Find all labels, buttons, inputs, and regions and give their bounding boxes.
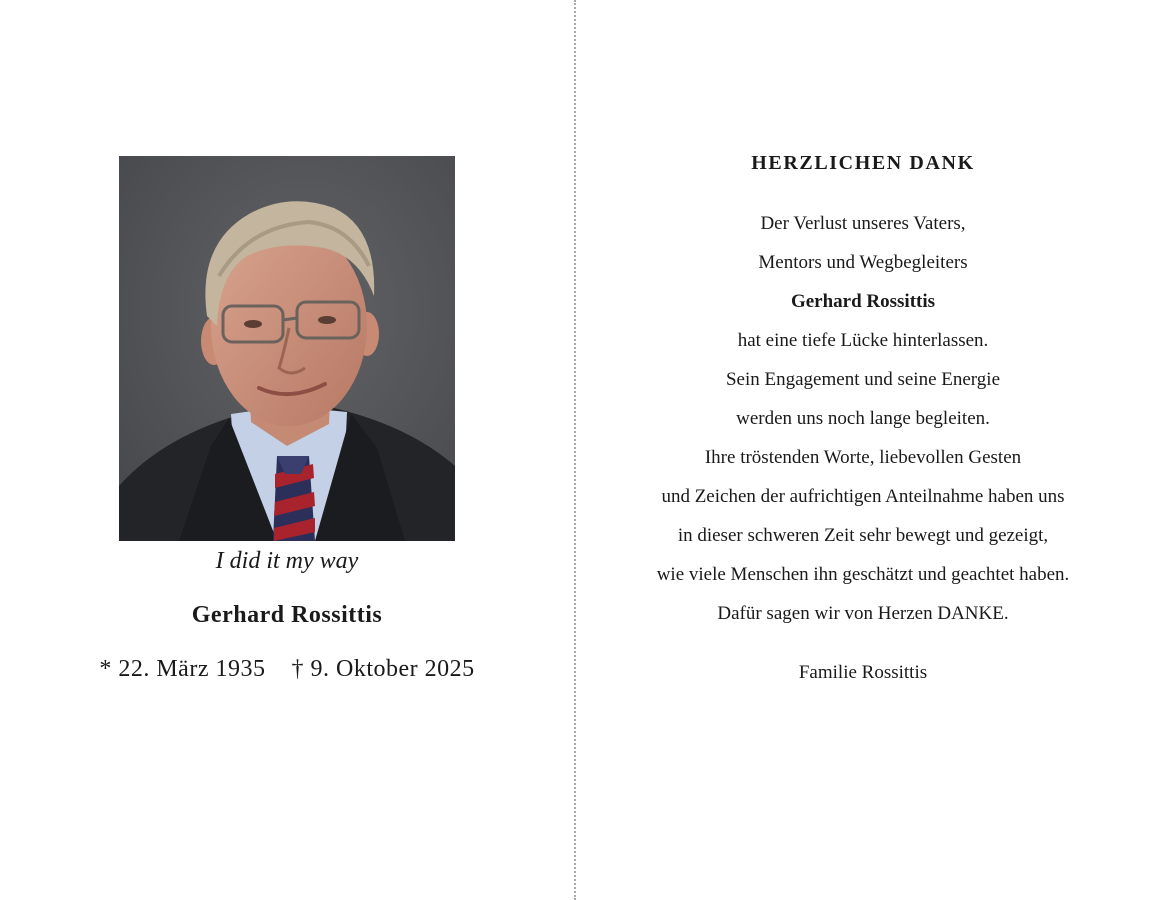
portrait-photo xyxy=(119,156,455,541)
right-panel xyxy=(576,0,1150,900)
message-line: wie viele Menschen ihn geschätzt und geachtet haben. xyxy=(656,564,1070,585)
message-line: Dafür sagen wir von Herzen DANKE. xyxy=(717,603,1009,624)
message-line: in dieser schweren Zeit sehr bewegt und gezeigt, xyxy=(677,525,1049,546)
message-name-line: Gerhard Rossittis xyxy=(790,291,936,312)
life-dates xyxy=(0,656,574,683)
message-line: und Zeichen der aufrichtigen Anteilnahme haben uns xyxy=(661,486,1065,507)
death-date: † 9. Oktober 2025 xyxy=(291,656,475,682)
message-line: Mentors und Wegbegleiters xyxy=(758,252,968,273)
birth-date: * 22. März 1935 xyxy=(99,656,266,682)
deceased-name: Gerhard Rossittis xyxy=(191,602,383,628)
message-line: Sein Engagement und seine Energie xyxy=(725,369,1000,390)
message-line: hat eine tiefe Lücke hinterlassen. xyxy=(737,330,989,351)
thanks-heading: HERZLICHEN DANK xyxy=(751,152,975,174)
motto: I did it my way xyxy=(215,548,359,574)
message-line: Der Verlust unseres Vaters, xyxy=(760,213,966,234)
message-line: werden uns noch lange begleiten. xyxy=(736,408,990,429)
thanks-message xyxy=(576,204,1150,633)
message-line: Ihre tröstenden Worte, liebevollen Gesten xyxy=(704,447,1022,468)
family-signature: Familie Rossittis xyxy=(798,662,928,683)
left-panel xyxy=(0,0,574,900)
